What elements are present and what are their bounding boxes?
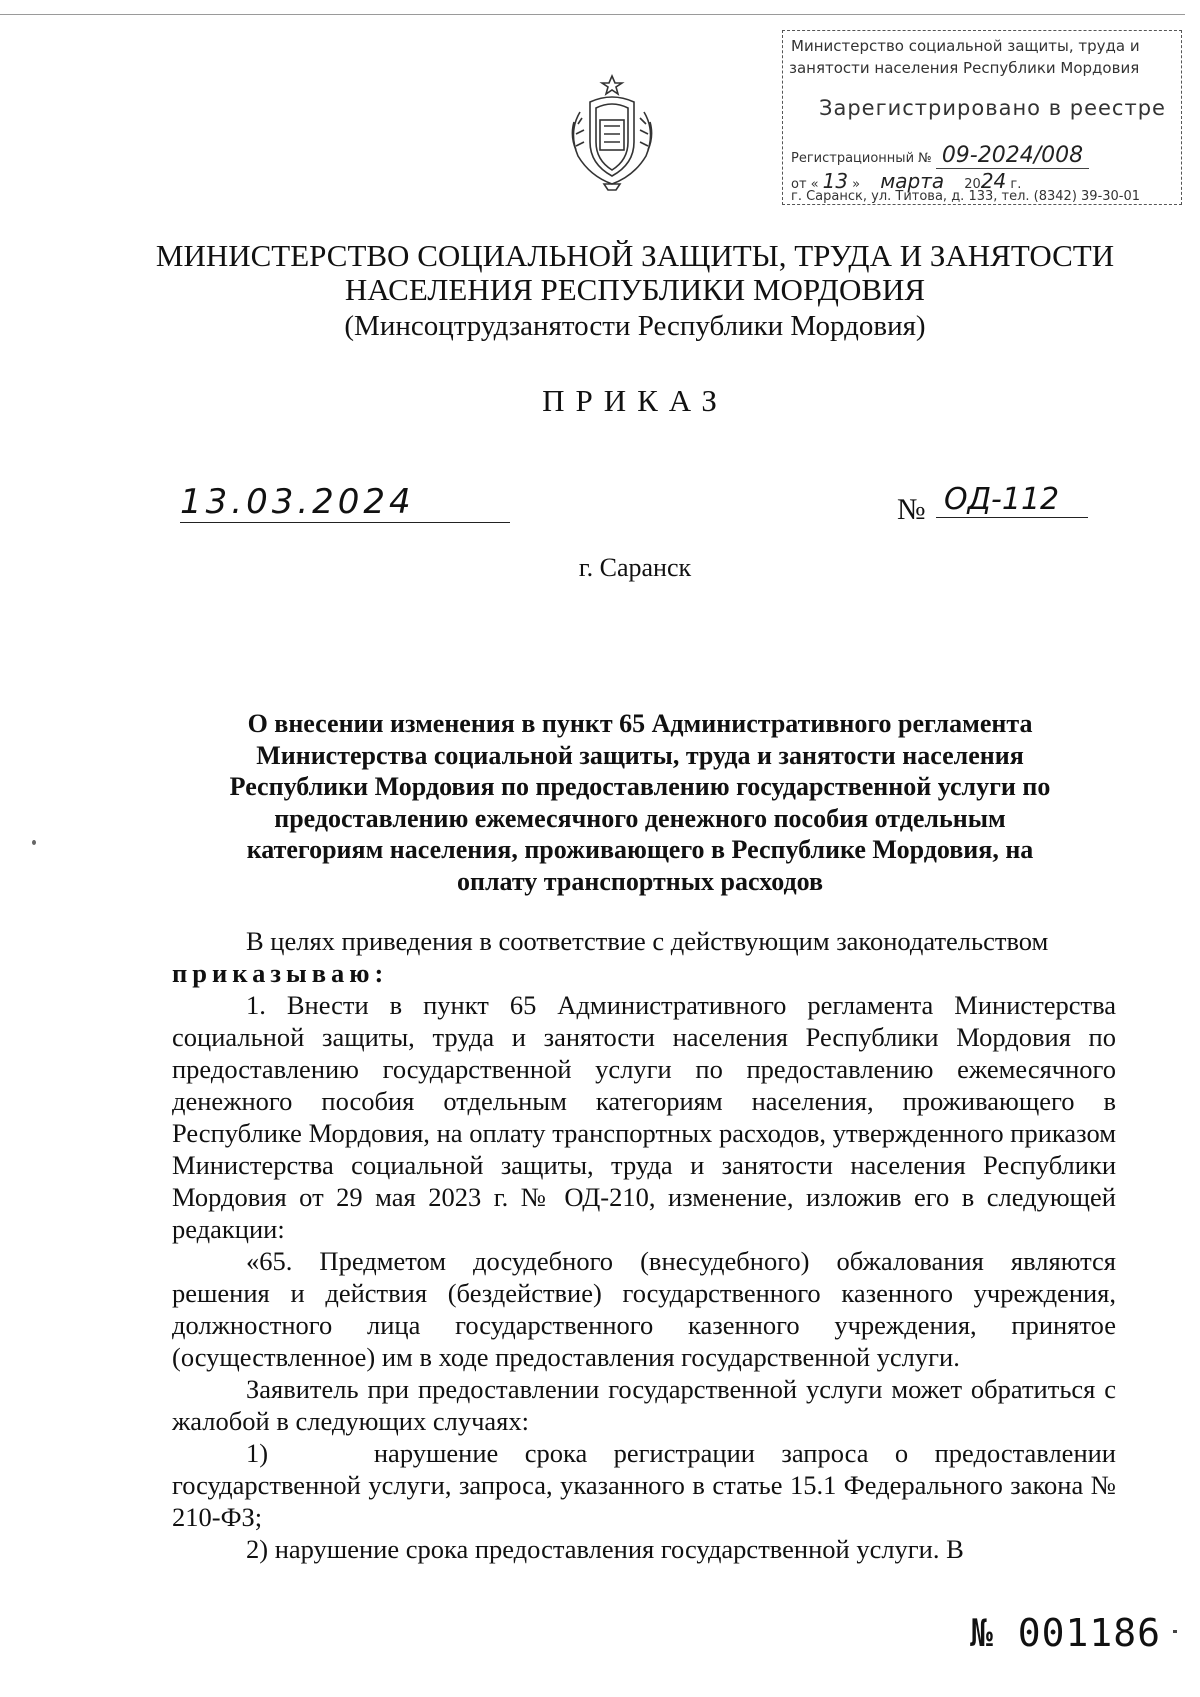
body-paragraph-item1: 1. Внести в пункт 65 Административного регламента Министерства социальной защиты, труда и занятости населения Республики Мордовия по предоставлению государственной услуги по предоставлению ежемесячного денежного пособия отдельным категориям населения, проживающего в Республике Мордовия, на оплату транспортных расходов, утвержденного приказом Министерства социальной защиты, труда и занятости населения Республики Мордовия от 29 мая 2023 г. № ОД-210, изменение, изложив его в следующей редакции: xyxy=(172,990,1116,1244)
scan-speck xyxy=(1173,1630,1177,1633)
registration-stamp xyxy=(782,30,1182,205)
stamp-date-year: 24 xyxy=(980,169,1007,193)
title-line: оплату транспортных расходов xyxy=(456,866,823,896)
title-line: предоставлению ежемесячного денежного пособия отдельным xyxy=(274,803,1006,833)
body-paragraph-case1: 1) нарушение срока регистрации запроса о предоставлении государственной услуги, запроса, указанного в статье 15.1 Федерального закона № 210-ФЗ; xyxy=(172,1438,1123,1532)
stamp-reg-label: Регистрационный № xyxy=(791,151,932,166)
coat-of-arms-emblem xyxy=(560,72,664,192)
order-number: ОД-112 xyxy=(936,482,1088,518)
stamp-date-suffix: г. xyxy=(1010,177,1022,192)
order-date: 13.03.2024 xyxy=(180,482,510,523)
ministry-name-line2: НАСЕЛЕНИЯ РЕСПУБЛИКИ МОРДОВИЯ xyxy=(344,272,926,307)
order-word: приказываю: xyxy=(172,958,389,988)
stamp-date-day: 13 xyxy=(822,169,849,193)
stamp-date-mid: » xyxy=(852,177,861,192)
order-city: г. Саранск xyxy=(578,553,692,582)
stamp-org-line1: Министерство социальной защиты, труда и xyxy=(791,37,1140,55)
order-number-sign: № xyxy=(897,493,926,526)
form-serial-number: № 001186 xyxy=(970,1611,1162,1655)
title-line: категориям населения, проживающего в Республике Мордовия, на xyxy=(246,835,1034,864)
stamp-address: г. Саранск, ул. Титова, д. 133, тел. (8342) 39-30-01 xyxy=(791,189,1141,204)
stamp-registered: Зарегистрировано в реестре xyxy=(819,96,1166,120)
body-paragraph-65: «65. Предметом досудебного (внесудебного) обжалования являются решения и действия (бездействие) государственного казенного учреждения, должностного лица государственного казенного учреждения, принятое (осуществленное) им в ходе предоставления государственной услуги. xyxy=(172,1246,1116,1372)
body-paragraph-case2: 2) нарушение срока предоставления государственной услуги. В xyxy=(246,1534,964,1564)
stamp-date-month: марта xyxy=(880,169,945,193)
order-body xyxy=(172,925,1123,1565)
body-paragraph-applicant: Заявитель при предоставлении государственной услуги может обратиться с жалобой в следующих случаях: xyxy=(172,1374,1116,1436)
scan-speck xyxy=(32,840,36,845)
stamp-date-year-prefix: 20 xyxy=(964,177,981,192)
order-title xyxy=(180,708,1100,897)
title-line: Республики Мордовия по предоставлению государственной услуги по xyxy=(229,772,1051,801)
stamp-reg-number: 09-2024/008 xyxy=(936,143,1089,169)
top-border-line xyxy=(0,14,1185,15)
body-paragraph-intro: В целях приведения в соответствие с действующим законодательством xyxy=(246,926,1049,956)
stamp-date-prefix: от « xyxy=(791,177,819,192)
stamp-reg-number-row xyxy=(791,143,1089,168)
ministry-name-line1: МИНИСТЕРСТВО СОЦИАЛЬНОЙ ЗАЩИТЫ, ТРУДА И ЗАНЯТОСТИ xyxy=(155,238,1115,273)
title-line: Министерства социальной защиты, труда и занятости населения xyxy=(256,740,1024,770)
title-line: О внесении изменения в пункт 65 Административного регламента xyxy=(247,709,1033,738)
stamp-org-line2: занятости населения Республики Мордовия xyxy=(789,59,1140,77)
body-order-word xyxy=(172,957,1116,989)
document-type: ПРИКАЗ xyxy=(542,383,728,418)
ministry-short-name: (Минсоцтрудзанятости Республики Мордовия) xyxy=(344,310,926,342)
